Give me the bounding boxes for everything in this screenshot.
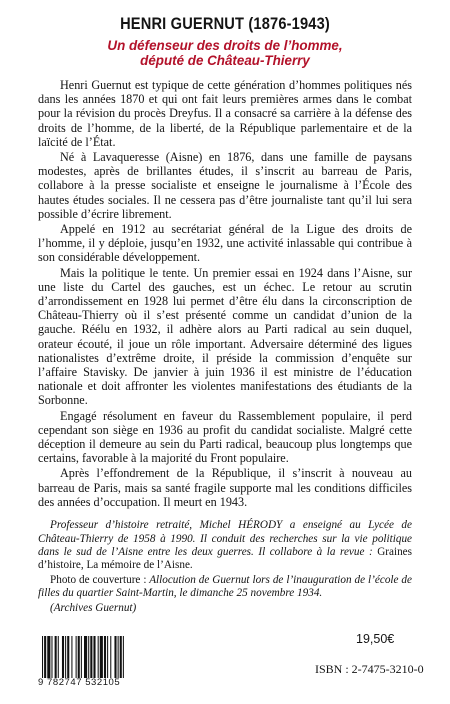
author-note	[38, 519, 412, 573]
barcode-digits: 9 782747 532105	[38, 677, 121, 688]
synopsis	[38, 78, 412, 509]
synopsis-paragraph: Né à Lavaqueresse (Aisne) en 1876, dans une famille de paysans modestes, après de brillantes études, il s’inscrit au barreau de Paris, collabore à la presse socialiste et enseigne le journalisme à l’École des hautes études sociales. Il ne cessera pas d’être journaliste tant qu’il lui sera possible d’écrire librement.	[38, 150, 412, 221]
book-subtitle	[38, 38, 412, 68]
synopsis-paragraph: Appelé en 1912 au secrétariat général de la Ligue des droits de l’homme, il y déploie, jusqu’en 1932, une activité inlassable qui contribue à son considérable développement.	[38, 222, 412, 265]
author-note-italic: Professeur d’histoire retraité, Michel HÉRODY a enseigné au Lycée de Château-Thierry de 1958 à 1990. Il conduit des recherches sur la vie politique dans le sud de l’Aisne entre les deux guerres. Il collabore à la revue :	[38, 519, 412, 558]
book-title: HENRI GUERNUT (1876-1943)	[120, 14, 330, 33]
photo-credit-label: Photo de couverture :	[50, 573, 147, 586]
isbn: ISBN : 2-7475-3210-0	[315, 662, 424, 676]
synopsis-paragraph: Après l’effondrement de la République, il s’inscrit à nouveau au barreau de Paris, mais sa santé fragile supporte mal les conditions difficiles des années d’occupation. Il meurt en 1943.	[38, 466, 412, 509]
subtitle-line-2: député de Château-Thierry	[140, 53, 310, 68]
synopsis-paragraph: Henri Guernut est typique de cette génération d’hommes politiques nés dans les années 1870 et qui ont fait leurs premières armes dans le combat pour la révision du procès Dreyfus. Il a consacré sa carrière à la défense des droits de l’homme, de la liberté, de la République parlementaire et de la laïcité de l’État.	[38, 78, 412, 149]
barcode-icon	[38, 636, 178, 678]
barcode-block	[38, 636, 178, 688]
synopsis-paragraph: Engagé résolument en faveur du Rassemblement populaire, il perd cependant son siège en 1936 au profit du candidat socialiste. Malgré cette déception il demeure au sein du Parti radical, beaucoup plus longtemps que certains, favorable à la majorité du Front populaire.	[38, 408, 412, 466]
archives-credit: (Archives Guernut)	[50, 601, 137, 614]
subtitle-line-1: Un défenseur des droits de l’homme,	[107, 38, 343, 53]
photo-credit-caption: Allocution de Guernut lors de l’inauguration de l’école de filles du quartier Saint-Martin, le dimanche 25 novembre 1934.	[38, 573, 412, 600]
synopsis-paragraph: Mais la politique le tente. Un premier essai en 1924 dans l’Aisne, sur une liste du Cartel des gauches, est un échec. Le retour au scrutin d’arrondissement en 1928 lui permet d’être élu dans la circonscription de Château-Thierry où il s’est présenté comme un candidat d’union de la gauche. Réélu en 1932, il adhère alors au Parti radical au sein duquel, orateur écouté, il joue un rôle important. Adversaire déterminé des ligues nationalistes d’extrême droite, il préside la commission d’enquête sur l’affaire Stavisky. De janvier à juin 1936 il est ministre de l’éducation nationale et doit affronter les violentes manifestations des étudiants de la Sorbonne.	[38, 265, 412, 408]
author-bio	[38, 519, 412, 615]
price: 19,50€	[356, 632, 395, 646]
photo-credit	[38, 574, 412, 601]
author-note-journals: Graines d’histoire, La mémoire de l’Aisne.	[38, 545, 412, 572]
